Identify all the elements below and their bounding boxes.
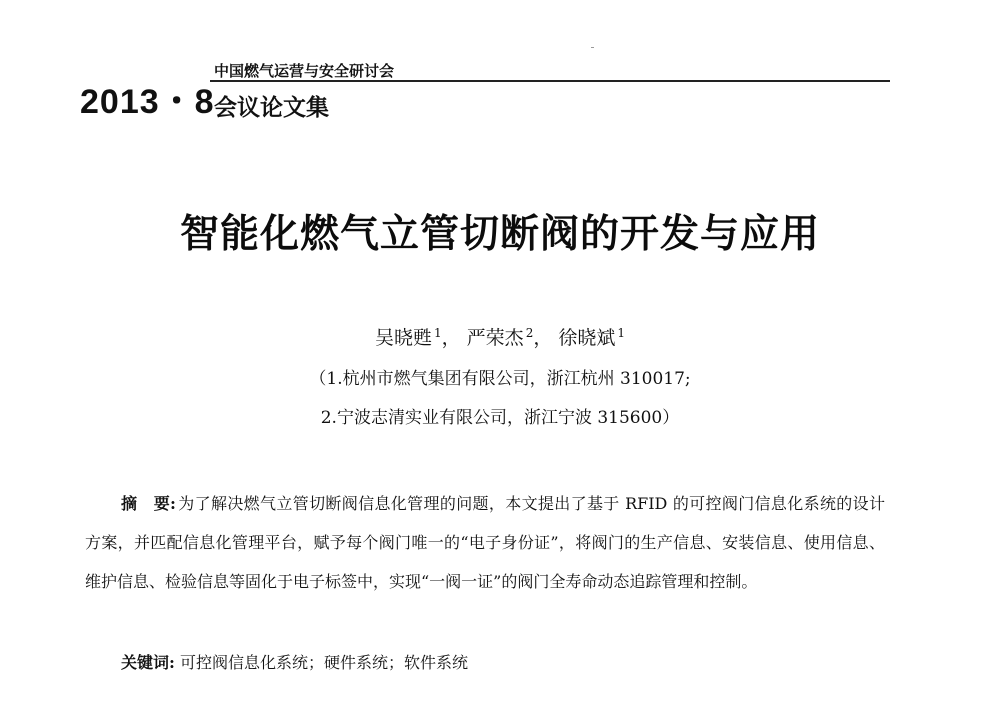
author-affiliation-mark: 2	[525, 326, 534, 340]
keywords-label: 关键词:	[121, 653, 175, 672]
author-affiliation-mark: 1	[617, 326, 626, 340]
author-list	[0, 323, 1000, 350]
paper-title: 智能化燃气立管切断阀的开发与应用	[179, 212, 820, 257]
scan-speck	[591, 47, 594, 48]
author-name: 严荣杰	[466, 327, 524, 349]
abstract-label: 摘 要:	[121, 494, 176, 513]
affiliation-2: 2.宁波志清实业有限公司，浙江宁波 315600）	[320, 408, 680, 428]
keywords	[121, 650, 468, 673]
abstract	[85, 484, 885, 601]
author-separator: ，	[441, 327, 461, 349]
issue-label: 2013・8	[80, 83, 215, 121]
affiliation-1: （1.杭州市燃气集团有限公司，浙江杭州 310017;	[309, 369, 691, 389]
collection-name: 会议论文集	[214, 95, 329, 121]
author-name: 徐晓斌	[558, 327, 616, 349]
author-name: 吴晓甦	[374, 327, 432, 349]
abstract-text: 为了解决燃气立管切断阀信息化管理的问题，本文提出了基于 RFID 的可控阀门信息化系统的设计方案，并匹配信息化管理平台，赋予每个阀门唯一的“电子身份证”，将阀门的生产信息、安装信息、使用信息、维护信息、检验信息等固化于电子标签中，实现“一阀一证”的阀门全寿命动态追踪管理和控制。	[85, 494, 885, 591]
keywords-text: 可控阀信息化系统；硬件系统；软件系统	[180, 653, 469, 672]
conference-name: 中国燃气运营与安全研讨会	[214, 62, 395, 80]
author-affiliation-mark: 1	[433, 326, 442, 340]
header-rule	[210, 80, 890, 82]
author-separator: ，	[533, 327, 553, 349]
